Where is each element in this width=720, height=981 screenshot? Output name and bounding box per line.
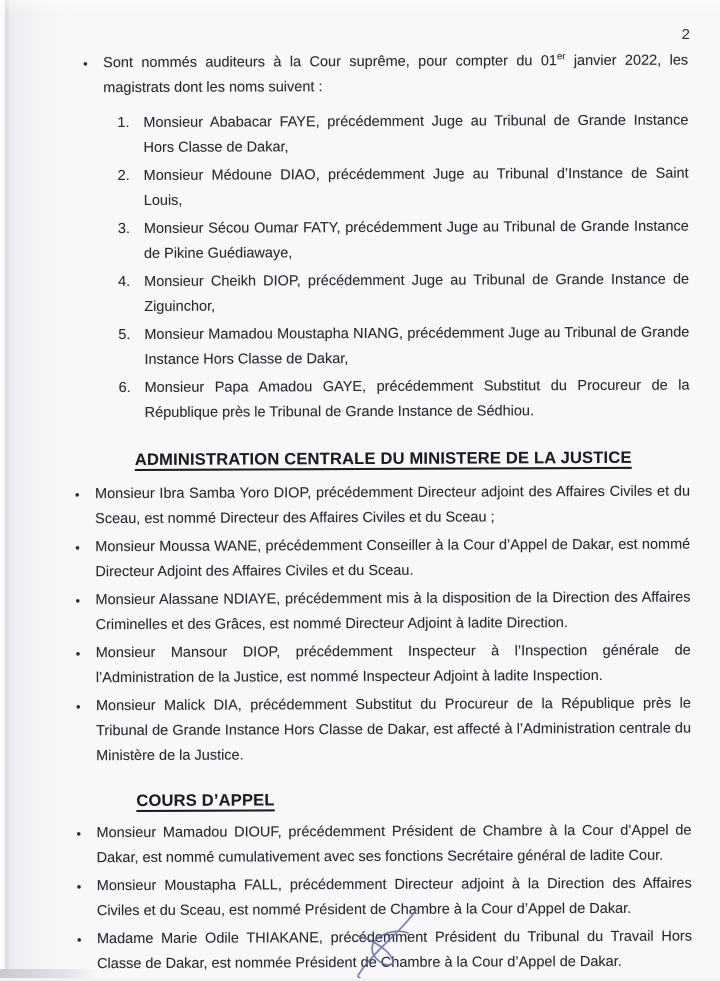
numbered-item — [119, 374, 690, 426]
numbered-item — [118, 321, 689, 373]
item-number: 3. — [117, 221, 130, 238]
item-number: 6. — [118, 379, 131, 397]
bullet-icon: • — [75, 699, 81, 715]
ordinal-superscript: er — [556, 51, 566, 63]
item-text: Monsieur Mamadou DIOUF, précédemment Président de Chambre à la Cour d’Appel de Dakar, est nommé cumulativement avec ses fonctions Secrétaire général de ladite Cour. — [96, 822, 692, 867]
item-text: Monsieur Alassane NDIAYE, précédemment mis à la disposition de la Direction des Affaires Criminelles et des Grâces, est nommé Directeur Adjoint à ladite Direction. — [95, 589, 691, 634]
item-number: 4. — [118, 274, 131, 291]
item-number: 5. — [118, 327, 131, 344]
item-text: Monsieur Médoune DIAO, précédemment Juge au Tribunal d’Instance de Saint Louis, — [143, 165, 689, 209]
numbered-item — [118, 268, 689, 320]
section-title-administration-centrale: ADMINISTRATION CENTRALE DU MINISTERE DE LA JUSTICE — [134, 448, 632, 469]
numbered-item — [118, 162, 689, 214]
intro-paragraph — [83, 49, 688, 102]
list-item — [75, 533, 690, 586]
item-text: Monsieur Sécou Oumar FATY, précédemment Juge au Tribunal de Grande Instance de Pikine Guédiawaye, — [143, 218, 689, 262]
list-item — [76, 819, 691, 872]
item-text: Monsieur Malick DIA, précédemment Substitut du Procureur de la République près le Tribunal de Grande Instance Hors Classe de Dakar, est affecté à l’Administration centrale du Ministère de la Justice. — [95, 695, 692, 765]
item-text: Monsieur Mansour DIOP, précédemment Inspecteur à l’Inspection générale de l’Administration de la Justice, est nommé Inspecteur Adjoint à ladite Inspection. — [95, 642, 691, 687]
photo-edge-smudge — [0, 969, 96, 978]
item-number: 2. — [117, 168, 130, 185]
bullet-icon: • — [83, 56, 88, 72]
numbered-item — [117, 109, 688, 161]
item-text: Monsieur Ababacar FAYE, précédemment Juge au Tribunal de Grande Instance Hors Classe de Dakar, — [143, 112, 689, 156]
intro-text-before: Sont nommés auditeurs à la Cour suprême, pour compter du 01 — [103, 53, 558, 72]
bullet-icon: • — [76, 932, 82, 948]
bullet-icon: • — [74, 487, 80, 503]
administration-centrale-list — [75, 480, 691, 770]
item-text: Monsieur Cheikh DIOP, précédemment Juge au Tribunal de Grande Instance de Ziguinchor, — [144, 271, 690, 315]
item-number: 1. — [117, 115, 130, 132]
item-text: Madame Marie Odile THIAKANE, précédemment Président du Tribunal du Travail Hors Classe de Dakar, est nommée Président de Chambre à la Cour d’Appel de Dakar. — [96, 928, 692, 973]
list-item — [75, 586, 690, 639]
bullet-icon: • — [76, 826, 82, 842]
bullet-icon: • — [75, 540, 80, 556]
list-item — [75, 480, 690, 533]
section-title-cours-d-appel: COURS D’APPEL — [136, 791, 275, 810]
intro-text — [103, 49, 688, 102]
item-text: Monsieur Ibra Samba Yoro DIOP, précédemment Directeur adjoint des Affaires Civiles et du Sceau, est nommé Directeur des Affaires Civiles et du Sceau ; — [94, 483, 691, 528]
signature-ink — [328, 900, 468, 978]
item-text: Monsieur Mamadou Moustapha NIANG, précédemment Juge au Tribunal de Grande Instance Hors Classe de Dakar, — [144, 324, 690, 368]
list-item — [76, 692, 691, 770]
page-number: 2 — [681, 26, 690, 43]
bullet-icon: • — [75, 593, 81, 609]
list-item — [76, 639, 691, 692]
intro-text-after: janvier 2022, les magistrats dont les noms suivent : — [103, 52, 689, 97]
bullet-icon: • — [75, 646, 81, 662]
bullet-icon: • — [76, 879, 82, 895]
item-text: Monsieur Moustapha FALL, précédemment Directeur adjoint à la Direction des Affaires Civiles et du Sceau, est nommé Président de Chambre à la Cour d’Appel de Dakar. — [96, 875, 692, 920]
numbered-item — [118, 215, 689, 267]
item-text: Monsieur Moussa WANE, précédemment Conseiller à la Cour d’Appel de Dakar, est nommé Directeur Adjoint des Affaires Civiles et du Sceau. — [95, 536, 691, 581]
auditeurs-list — [117, 109, 689, 426]
item-text: Monsieur Papa Amadou GAYE, précédemment Substitut du Procureur de la République près le Tribunal de Grande Instance de Sédhiou. — [144, 377, 690, 421]
